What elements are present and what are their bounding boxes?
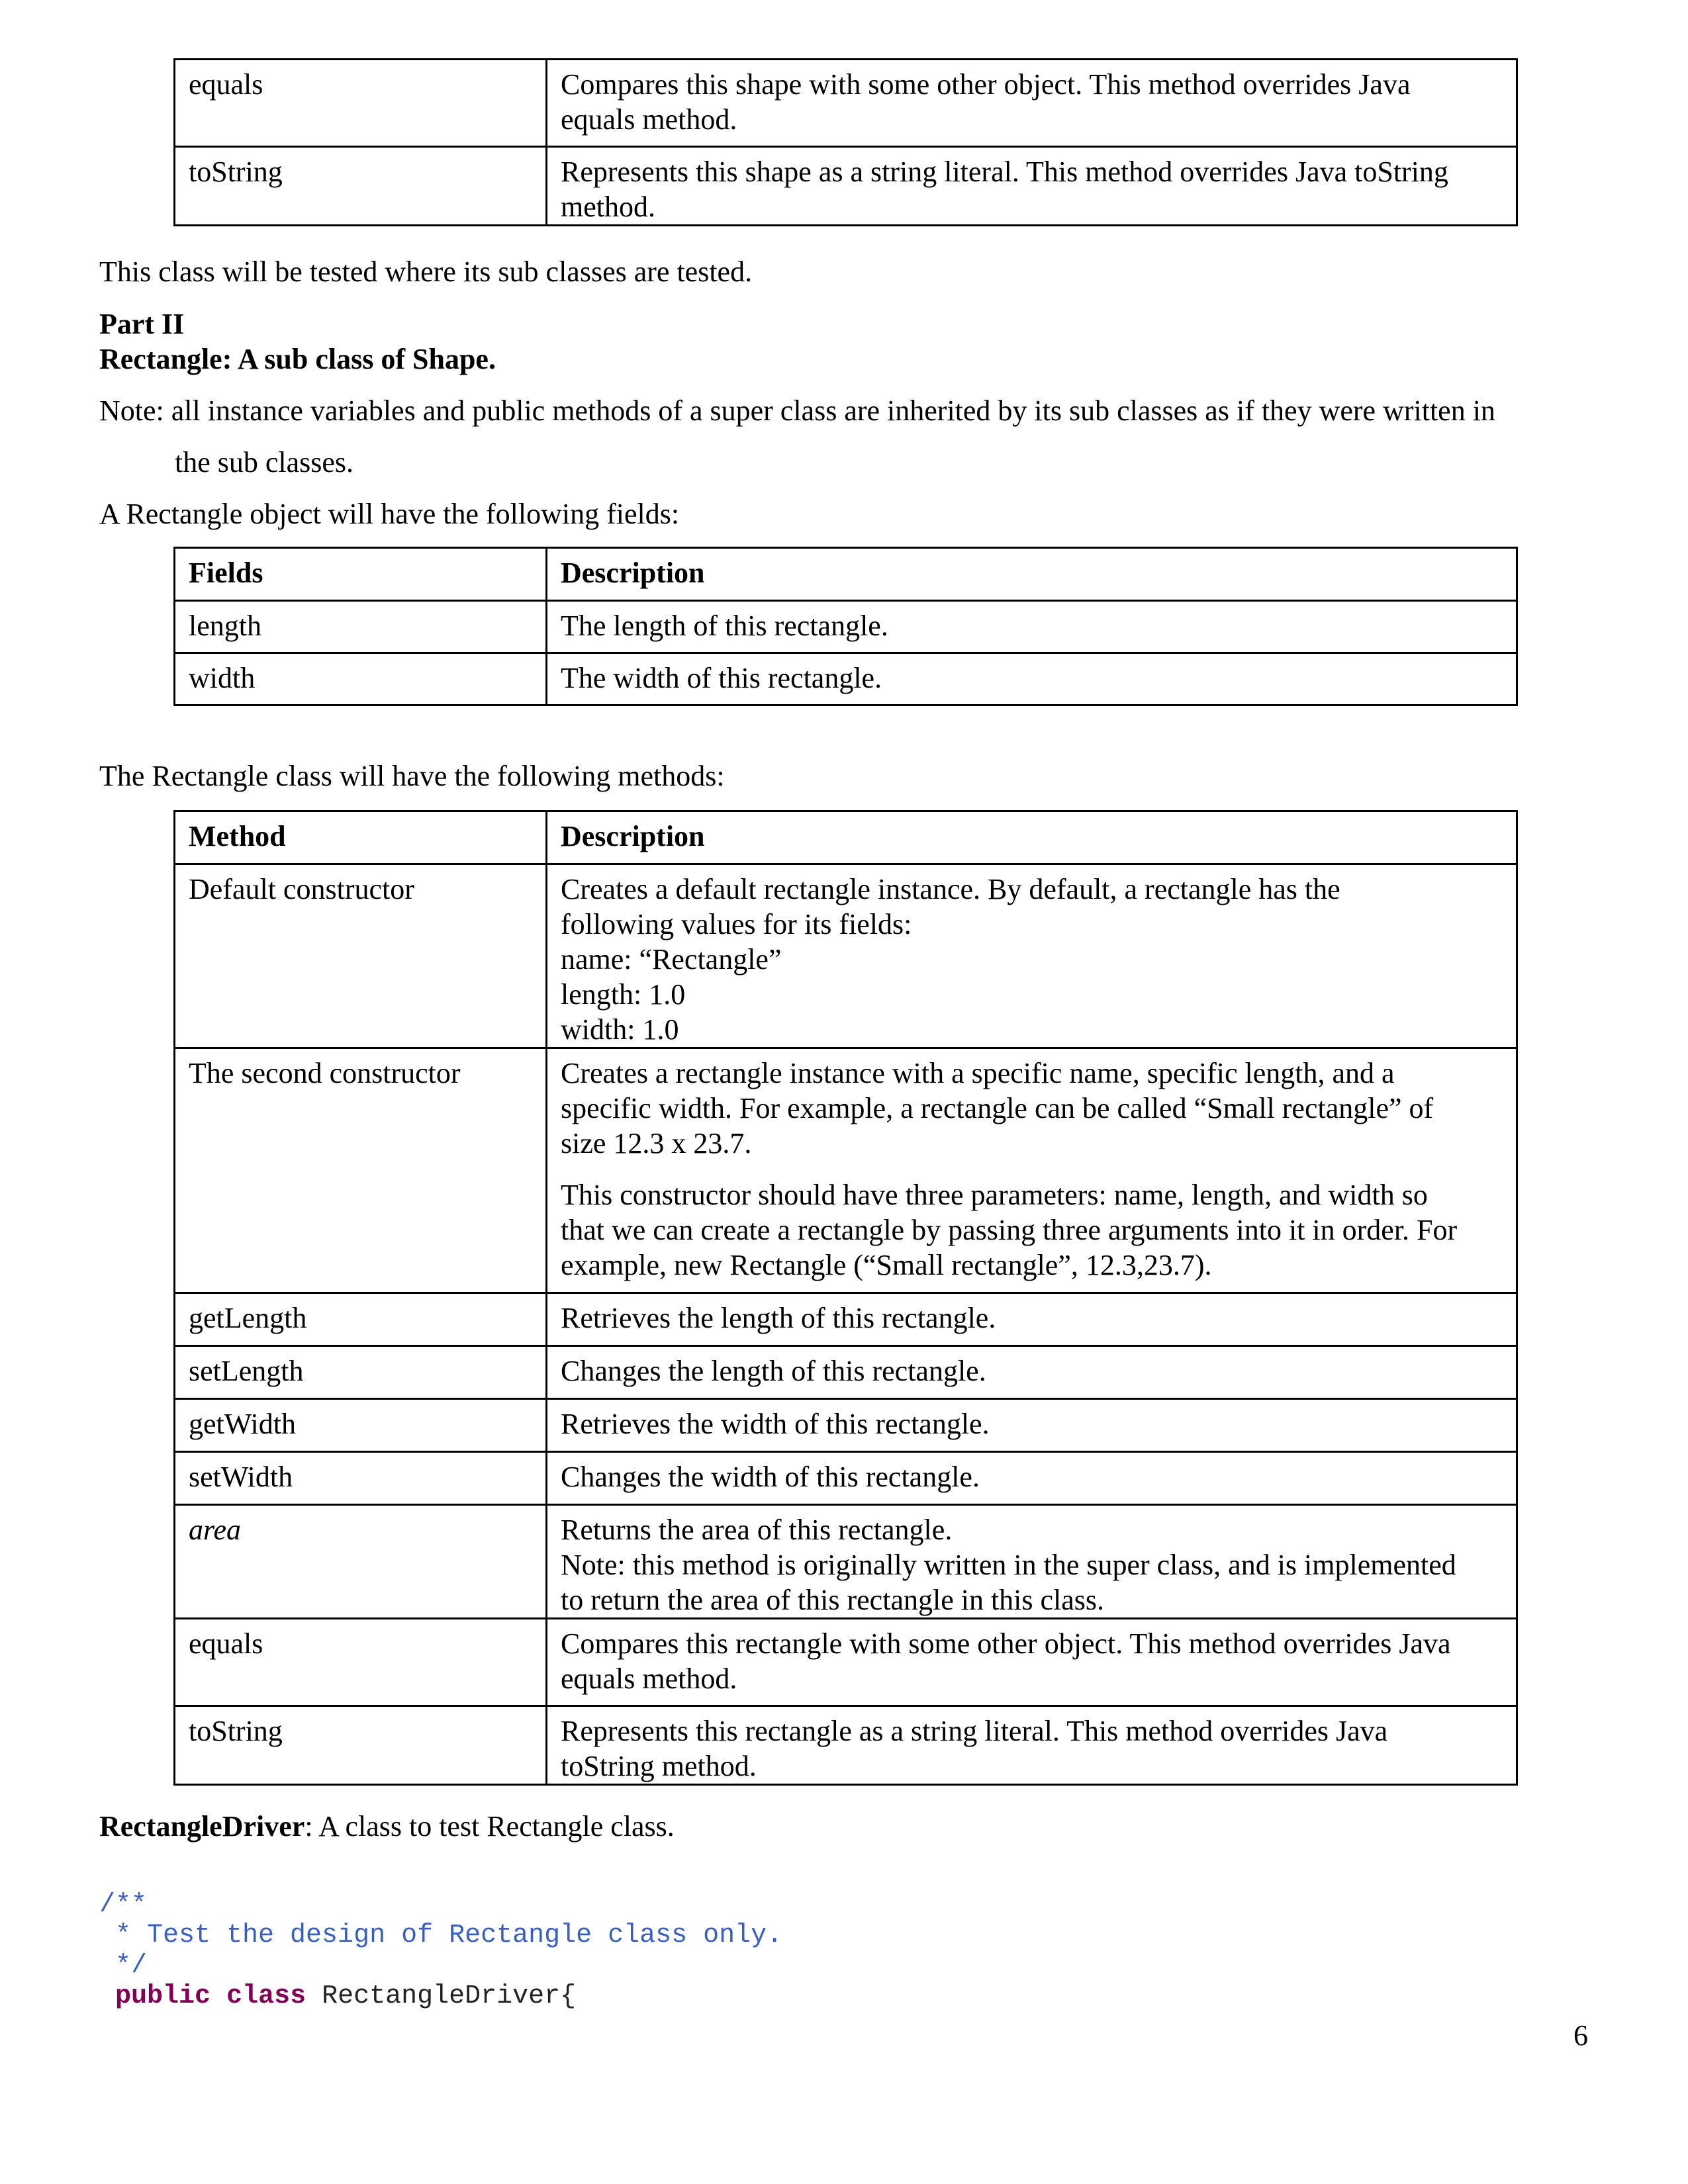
driver-label: RectangleDriver	[99, 1810, 305, 1843]
desc-line: length: 1.0	[561, 978, 686, 1011]
method-name: Default constructor	[175, 864, 547, 1048]
part-heading: Part II	[99, 308, 185, 340]
method-description	[547, 60, 1517, 147]
driver-desc-text: : A class to test Rectangle class.	[305, 1810, 675, 1843]
desc-line: that we can create a rectangle by passing three arguments into it in order. For	[561, 1214, 1458, 1246]
methods-table	[173, 810, 1518, 1786]
desc-line: Creates a default rectangle instance. By default, a rectangle has the	[561, 873, 1340, 905]
desc-line: Note: this method is originally written in the super class, and is implemented	[561, 1549, 1456, 1581]
table-row	[175, 1293, 1517, 1346]
method-description: Changes the width of this rectangle.	[547, 1452, 1517, 1505]
code-class-name: RectangleDriver{	[322, 1981, 577, 2011]
code-keyword: class	[226, 1981, 306, 2011]
table-row	[175, 653, 1517, 705]
field-name: length	[175, 601, 547, 653]
table-row	[175, 601, 1517, 653]
desc-line: size 12.3 x 23.7.	[561, 1127, 752, 1160]
column-header: Fields	[175, 548, 547, 601]
table-header-row	[175, 548, 1517, 601]
code-comment-line: /**	[99, 1890, 148, 1920]
method-name: setWidth	[175, 1452, 547, 1505]
table-row	[175, 1619, 1517, 1706]
code-class-declaration	[99, 1981, 782, 2012]
code-comment-line: */	[99, 1951, 148, 1981]
method-description	[547, 1505, 1517, 1619]
desc-line: equals method.	[561, 103, 737, 136]
desc-line: name: “Rectangle”	[561, 943, 782, 976]
method-name: toString	[175, 147, 547, 226]
table-row	[175, 1452, 1517, 1505]
desc-line: toString method.	[561, 1750, 757, 1782]
field-description: The length of this rectangle.	[547, 601, 1517, 653]
note-line-2: the sub classes.	[175, 446, 354, 478]
method-name: area	[175, 1505, 547, 1619]
desc-line: Returns the area of this rectangle.	[561, 1514, 953, 1546]
method-name: toString	[175, 1706, 547, 1785]
method-name: setLength	[175, 1346, 547, 1399]
method-name: equals	[175, 60, 547, 147]
note-line-1: Note: all instance variables and public methods of a super class are inherited by its sub classes as if they were written in	[99, 394, 1495, 427]
fields-table	[173, 547, 1518, 706]
section-heading: Rectangle: A sub class of Shape.	[99, 343, 496, 375]
table-row	[175, 1706, 1517, 1785]
column-header: Description	[547, 548, 1517, 601]
method-description: Retrieves the length of this rectangle.	[547, 1293, 1517, 1346]
method-description: Changes the length of this rectangle.	[547, 1346, 1517, 1399]
field-name: width	[175, 653, 547, 705]
desc-line: example, new Rectangle (“Small rectangle”, 12.3,23.7).	[561, 1249, 1212, 1281]
code-block	[99, 1890, 782, 2012]
method-name: The second constructor	[175, 1048, 547, 1293]
methods-intro: The Rectangle class will have the following methods:	[99, 760, 725, 792]
desc-line: Represents this rectangle as a string literal. This method overrides Java	[561, 1715, 1388, 1747]
method-name: equals	[175, 1619, 547, 1706]
desc-line: specific width. For example, a rectangle can be called “Small rectangle” of	[561, 1092, 1434, 1124]
fields-intro: A Rectangle object will have the following fields:	[99, 498, 680, 530]
code-keyword: public	[115, 1981, 211, 2011]
method-description: Retrieves the width of this rectangle.	[547, 1399, 1517, 1452]
column-header: Method	[175, 811, 547, 864]
code-comment-line: * Test the design of Rectangle class only.	[99, 1921, 783, 1950]
tested-note: This class will be tested where its sub classes are tested.	[99, 255, 753, 288]
table-row	[175, 60, 1517, 147]
column-header: Description	[547, 811, 1517, 864]
table-row	[175, 1346, 1517, 1399]
table-row	[175, 1048, 1517, 1293]
desc-line: method.	[561, 191, 655, 223]
desc-line: Compares this shape with some other object. This method overrides Java	[561, 68, 1411, 101]
table-row	[175, 1399, 1517, 1452]
desc-line: This constructor should have three parameters: name, length, and width so	[561, 1179, 1428, 1211]
table-row	[175, 147, 1517, 226]
table-row	[175, 864, 1517, 1048]
method-description	[547, 864, 1517, 1048]
desc-line: Creates a rectangle instance with a specific name, specific length, and a	[561, 1057, 1395, 1089]
table-header-row	[175, 811, 1517, 864]
page-number: 6	[1573, 2019, 1588, 2052]
shape-methods-table-continued	[173, 58, 1518, 226]
desc-line: to return the area of this rectangle in this class.	[561, 1584, 1105, 1616]
method-description	[547, 1048, 1517, 1293]
desc-line: equals method.	[561, 1662, 737, 1695]
desc-line: Represents this shape as a string literal. This method overrides Java toString	[561, 156, 1448, 188]
driver-description	[99, 1809, 675, 1844]
method-name: getLength	[175, 1293, 547, 1346]
desc-line: Compares this rectangle with some other object. This method overrides Java	[561, 1627, 1451, 1660]
field-description: The width of this rectangle.	[547, 653, 1517, 705]
method-description	[547, 1619, 1517, 1706]
method-name: getWidth	[175, 1399, 547, 1452]
table-row	[175, 1505, 1517, 1619]
desc-line: width: 1.0	[561, 1013, 679, 1046]
method-description	[547, 1706, 1517, 1785]
method-description	[547, 147, 1517, 226]
desc-line: following values for its fields:	[561, 908, 912, 940]
